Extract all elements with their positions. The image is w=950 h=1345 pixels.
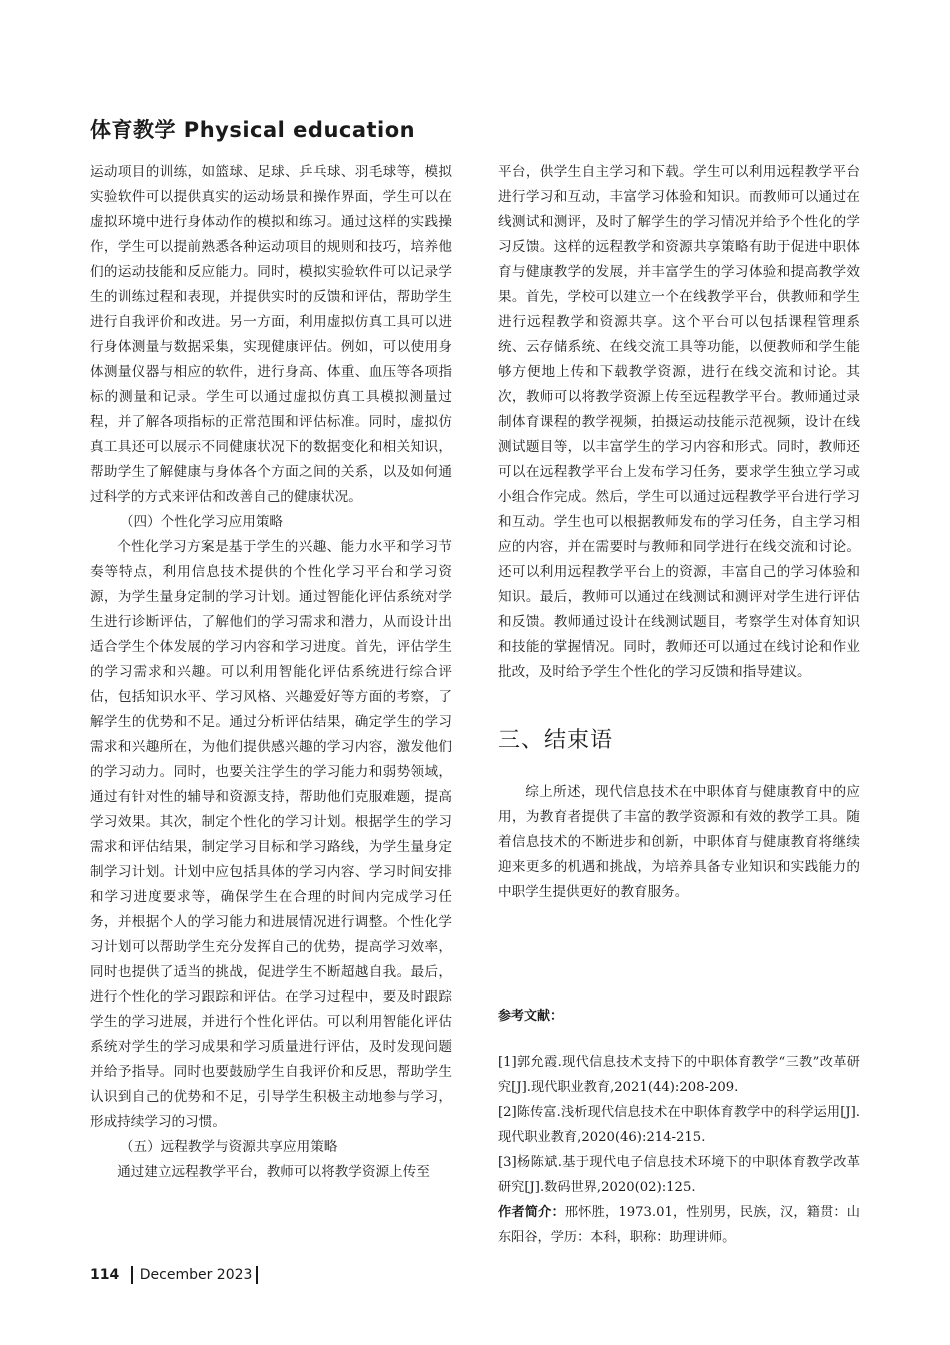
right-column bbox=[498, 160, 860, 1250]
issue-date: December 2023 bbox=[139, 1267, 253, 1283]
subheading-personalized-learning: （四）个性化学习应用策略 bbox=[119, 514, 284, 530]
reference-item: [3]杨陈斌.基于现代电子信息技术环境下的中职体育教学改革研究[J].数码世界,2020(02):125. bbox=[498, 1155, 860, 1195]
body-paragraph: 个性化学习方案是基于学生的兴趣、能力水平和学习节奏等特点，利用信息技术提供的个性化学习平台和学习资源，为学生量身定制的学习计划。通过智能化评估系统对学生进行诊断评估，了解他们的学习需求和潜力，从而设计出适合学生个体发展的学习内容和学习进度。首先，评估学生的学习需求和兴趣。可以利用智能化评估系统进行综合评估，包括知识水平、学习风格、兴趣爱好等方面的考察，了解学生的优势和不足。通过分析评估结果，确定学生的学习需求和兴趣所在，为他们提供感兴趣的学习内容，激发他们的学习动力。同时，也要关注学生的学习能力和弱势领域，通过有针对性的辅导和资源支持，帮助他们克服难题，提高学习效果。其次，制定个性化的学习计划。根据学生的学习需求和评估结果，制定学习目标和学习路线，为学生量身定制学习计划。计划中应包括具体的学习内容、学习时间安排和学习进度要求等，确保学生在合理的时间内完成学习任务，并根据个人的学习能力和进展情况进行调整。个性化学习计划可以帮助学生充分发挥自己的优势，提高学习效率，同时也提供了适当的挑战，促进学生不断超越自我。最后，进行个性化的学习跟踪和评估。在学习过程中，要及时跟踪学生的学习进展，并进行个性化评估。可以利用智能化评估系统对学生的学习成果和学习质量进行评估，及时发现问题并给予指导。同时也要鼓励学生自我评价和反思，帮助学生认识到自己的优势和不足，引导学生积极主动地参与学习，形成持续学习的习惯。 bbox=[90, 539, 452, 1130]
references-label: 参考文献： bbox=[498, 1009, 564, 1024]
journal-section-title: 体育教学 Physical education bbox=[90, 118, 416, 142]
page-footer bbox=[90, 1266, 258, 1284]
body-paragraph: 通过建立远程教学平台，教师可以将教学资源上传至 bbox=[117, 1164, 430, 1180]
author-text: 邢怀胜，1973.01，性别男，民族，汉，籍贯：山东阳谷，学历：本科，职称：助理讲师。 bbox=[498, 1205, 860, 1245]
section-heading-conclusion: 三、结束语 bbox=[498, 728, 614, 753]
reference-item: [2]陈传富.浅析现代信息技术在中职体育教学中的科学运用[J].现代职业教育,2020(46):214-215. bbox=[498, 1105, 860, 1145]
page-number: 114 bbox=[90, 1267, 120, 1283]
author-bio bbox=[498, 1200, 860, 1250]
body-paragraph: 运动项目的训练，如篮球、足球、乒乓球、羽毛球等，模拟实验软件可以提供真实的运动场景和操作界面，学生可以在虚拟环境中进行身体动作的模拟和练习。通过这样的实践操作，学生可以提前熟悉各种运动项目的规则和技巧，培养他们的运动技能和反应能力。同时，模拟实验软件可以记录学生的训练过程和表现，并提供实时的反馈和评估，帮助学生进行自我评价和改进。另一方面，利用虚拟仿真工具可以进行身体测量与数据采集，实现健康评估。例如，可以使用身体测量仪器与相应的软件，进行身高、体重、血压等各项指标的测量和记录。学生可以通过虚拟仿真工具模拟测量过程，并了解各项指标的正常范围和评估标准。同时，虚拟仿真工具还可以展示不同健康状况下的数据变化和相关知识，帮助学生了解健康与身体各个方面之间的关系，以及如何通过科学的方式来评估和改善自己的健康状况。 bbox=[90, 164, 452, 505]
divider bbox=[131, 1266, 133, 1284]
subheading-remote-teaching: （五）远程教学与资源共享应用策略 bbox=[119, 1139, 338, 1155]
divider bbox=[256, 1266, 258, 1284]
conclusion-paragraph: 综上所述，现代信息技术在中职体育与健康教育中的应用，为教育者提供了丰富的教学资源和有效的教学工具。随着信息技术的不断进步和创新，中职体育与健康教育将继续迎来更多的机遇和挑战，为培养具备专业知识和实践能力的中职学生提供更好的教育服务。 bbox=[498, 784, 860, 900]
reference-item: [1]郭允霞.现代信息技术支持下的中职体育教学“三教”改革研究[J].现代职业教育,2021(44):208-209. bbox=[498, 1055, 860, 1095]
body-paragraph: 平台，供学生自主学习和下载。学生可以利用远程教学平台进行学习和互动，丰富学习体验和知识。而教师可以通过在线测试和测评，及时了解学生的学习情况并给予个性化的学习反馈。这样的远程教学和资源共享策略有助于促进中职体育与健康教学的发展，并丰富学生的学习体验和提高教学效果。首先，学校可以建立一个在线教学平台，供教师和学生进行远程教学和资源共享。这个平台可以包括课程管理系统、云存储系统、在线交流工具等功能，以便教师和学生能够方便地上传和下载教学资源，进行在线交流和讨论。其次，教师可以将教学资源上传至远程教学平台。教师通过录制体育课程的教学视频，拍摄运动技能示范视频，设计在线测试题目等，以丰富学生的学习内容和形式。同时，教师还可以在远程教学平台上发布学习任务，要求学生独立学习或小组合作完成。然后，学生可以通过远程教学平台进行学习和互动。学生也可以根据教师发布的学习任务，自主学习相应的内容，并在需要时与教师和同学进行在线交流和讨论。还可以利用远程教学平台上的资源，丰富自己的学习体验和知识。最后，教师可以通过在线测试和测评对学生进行评估和反馈。教师通过设计在线测试题目，考察学生对体育知识和技能的掌握情况。同时，教师还可以通过在线讨论和作业批改，及时给予学生个性化的学习反馈和指导建议。 bbox=[498, 164, 860, 680]
author-label: 作者简介： bbox=[498, 1205, 565, 1220]
left-column bbox=[90, 160, 452, 1185]
